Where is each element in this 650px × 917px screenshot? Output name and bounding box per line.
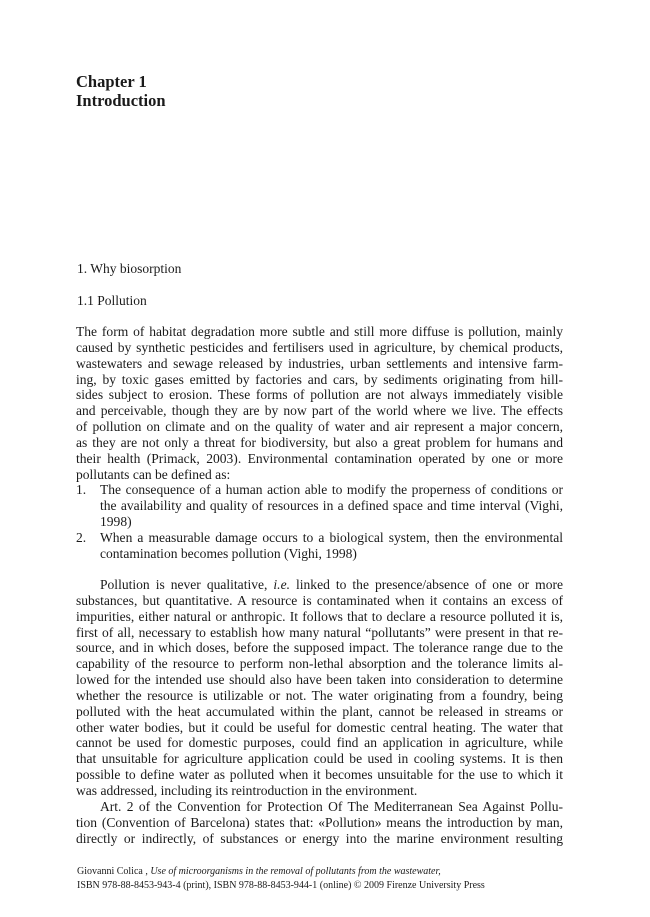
text-line: ing, by toxic gases emitted by factories and cars, by sediments originating from hill- [76, 371, 563, 387]
text-line: The consequence of a human action able to modify the properness of conditions or [100, 482, 563, 498]
text-line: first of all, necessary to establish how many natural “pollutants” were present in that re- [76, 624, 563, 640]
text-line: capability of the resource to perform non-lethal absorption and the tolerance limits al- [76, 656, 563, 672]
chapter-label: Chapter 1 [76, 72, 147, 91]
list-item [76, 530, 563, 562]
text-fragment: linked to the presence/absence of one or more [296, 577, 563, 592]
text-line: lowed for the intended use should also have been taken into consideration to determine [76, 672, 563, 688]
footer-isbn: ISBN 978-88-8453-943-4 (print), ISBN 978-88-8453-944-1 (online) © 2009 Firenze University Press [77, 879, 485, 891]
text-fragment: Pollution is never qualitative, [100, 577, 268, 592]
text-line: polluted with the heat accumulated within the plant, cannot be released in streams or [76, 703, 563, 719]
chapter-heading [76, 72, 166, 110]
text-line: that unsuitable for agriculture application could be used in cooling systems. It is then [76, 751, 563, 767]
section-heading-why-biosorption: 1. Why biosorption [77, 261, 182, 276]
footer-citation [77, 865, 485, 879]
section-heading-pollution: 1.1 Pollution [77, 293, 147, 308]
chapter-title: Introduction [76, 91, 166, 110]
text-line: 1998) [100, 514, 132, 530]
text-line: impurities, either natural or anthropic. It follows that to declare a resource polluted it is, [76, 608, 563, 624]
text-line: substances, but quantitative. A resource is contaminated when it contains an excess of [76, 592, 563, 608]
text-line: wastewaters and sewage released by industries, urban settlements and intensive farm- [76, 355, 563, 371]
emphasis-ie: i.e. [273, 577, 290, 592]
text-line: When a measurable damage occurs to a biological system, then the environmental [100, 529, 563, 545]
text-line: of pollution on climate and on the quality of water and air represent a major concern, [76, 419, 563, 435]
text-line: The form of habitat degradation more subtle and still more diffuse is pollution, mainly [76, 324, 563, 339]
text-line: contamination becomes pollution (Vighi, 1998) [100, 545, 357, 561]
text-line: caused by synthetic pesticides and fertilisers used in agriculture, by chemical products, [76, 339, 563, 355]
text-line: sides subject to erosion. These forms of pollution are not always immediately visible [76, 387, 563, 403]
text-line: cannot be used for domestic purposes, could find an application in agriculture, while [76, 735, 563, 751]
text-line: whether the resource is utilizable or not. The water originating from a foundry, being [76, 687, 563, 703]
text-line: pollutants can be defined as: [76, 466, 231, 482]
text-line: other water bodies, but it could be useful for domestic central heating. The water that [76, 719, 563, 735]
paragraph-pollution-definition [76, 324, 563, 562]
footer-book-title: Use of microorganisms in the removal of pollutants from the wastewater, [150, 866, 441, 877]
footer-author: Giovanni Colica , [77, 866, 148, 877]
text-line: Art. 2 of the Convention for Protection Of The Mediterranean Sea Against Pollu- [100, 798, 563, 814]
text-line: source, and in which doses, before the supposed impact. The tolerance range due to the [76, 640, 563, 656]
text-line-first [76, 577, 563, 593]
page-footer [77, 865, 485, 892]
text-line: as they are not only a threat for biodiversity, but also a great problem for humans and [76, 434, 563, 450]
text-line: tion (Convention of Barcelona) states that: «Pollution» means the introduction by man, [76, 814, 563, 830]
text-line: directly or indirectly, of substances or energy into the marine environment resulting [76, 830, 563, 846]
text-line: possible to define water as polluted when it becomes unsuitable for the use to which it [76, 767, 563, 783]
paragraph-quantitative-pollution [76, 577, 563, 846]
list-item [76, 482, 563, 530]
text-line: the availability and quality of resources in a defined space and time interval (Vighi, [100, 498, 563, 514]
text-line: and perceivable, though they are by now part of the world where we live. The effects [76, 403, 563, 419]
list-item-number: 2. [76, 529, 87, 545]
text-line: was addressed, including its reintroduction in the environment. [76, 782, 418, 798]
list-item-number: 1. [76, 482, 87, 498]
text-line: their health (Primack, 2003). Environmental contamination operated by one or more [76, 450, 563, 466]
